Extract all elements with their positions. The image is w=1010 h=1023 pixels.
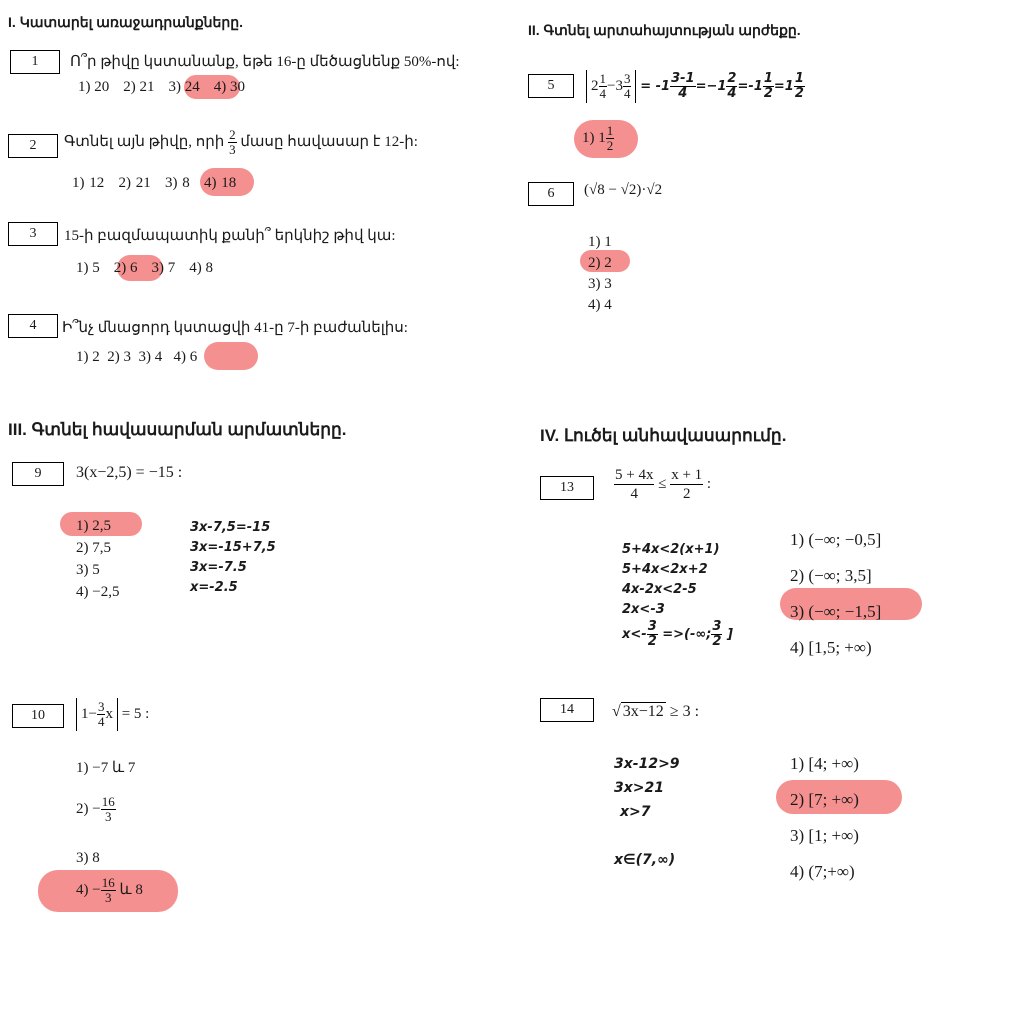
solution-work: 3x-7,5=-15 3x=-15+7,5 3x=-7.5 x=-2.5 [190,520,276,595]
option: 4) − $\frac{16}{3}$ և 8 [76,875,143,905]
question-number: 4 [8,314,58,338]
section-2-title: II. Գտնել արտահայտության արժեքը. [528,22,801,38]
option: 2) 21 [123,79,155,95]
question-number: 1 [10,50,60,74]
expression: 2 $\frac{1}{4}$ −3 $\frac{3}{4}$ = -1 $\frac{3-1}{4}$ =−1 $\frac{2}{4}$ =-1 $\frac{1}{2}$ =1 $\frac{1}{2}$ [586,70,805,103]
options-list: 1) [4; +∞) 2) [7; +∞) 3) [1; +∞) 4) (7;+∞) [790,754,859,881]
options-row [78,79,259,96]
equation: 3(x−2,5) = −15 : [76,464,183,481]
options-row: 1) 2 2) 3 3) 4 4) 6 [76,349,198,365]
option: 4) 30 [213,79,245,95]
options-row: 1) 5 2) 6 3) 7 4) 8 [76,260,213,276]
options-list: 1) 1 2) 2 3) 3 4) 4 [588,234,612,313]
inequality: $\frac{5 + 4x}{4}$ ≤ $\frac{x + 1}{2}$ : [615,467,712,502]
expression: (√8 − √2)·√2 [584,182,663,198]
question-number: 2 [8,134,58,158]
expression: √ 3x−12 ≥ 3 : [612,703,700,720]
solution-result: x∈(7,∞) [614,852,676,868]
question-text: Ո՞ր թիվը կստանանք, եթե 16-ը մեծացնենք 50%-ով: [70,54,460,70]
option: 3) 24 [168,79,200,95]
question-number: 10 [12,704,64,728]
text-part: Գտնել այն թիվը, որի [64,133,225,150]
equation: 1− $\frac{3}{4}$ x = 5 : [76,698,149,731]
options-list: 1) 2,5 2) 7,5 3) 5 4) −2,5 [76,518,120,600]
options-row: 1) 12 2) 21 3) 8 4) 18 [72,175,237,191]
fraction: $\frac{2}{3}$ [229,127,236,157]
question-number: 9 [12,462,64,486]
question-number: 14 [540,698,594,722]
section-3-title: III. Գտնել հավասարման արմատները. [8,420,347,439]
question-number: 6 [528,182,574,206]
question-number: 3 [8,222,58,246]
solution-work: 3x-12>9 3x>21 x>7 [614,756,680,820]
options-list: 1) (−∞; −0,5] 2) (−∞; 3,5] 3) (−∞; −1,5] 4) [1,5; +∞) [790,530,882,657]
solution-work: 5+4x<2(x+1) 5+4x<2x+2 4x-2x<2-5 2x<-3 x<- $\frac{3}{2}$ =>(-∞; $\frac{3}{2}$ ] [622,542,733,649]
option: 1) −7 և 7 [76,760,136,776]
question-text: 15-ի բազմապատիկ քանի՞ երկնիշ թիվ կա: [64,228,396,244]
section-4-title: IV. Լուծել անհավասարումը. [540,426,787,445]
section-1-title: I. Կատարել առաջադրանքները. [8,14,244,30]
question-number: 5 [528,74,574,98]
text-part: մասը հավասար է 12-ի: [240,133,418,150]
question-text: Ի՞նչ մնացորդ կստացվի 41-ը 7-ի բաժանելիս: [62,320,408,336]
option: 3) 8 [76,850,100,866]
question-number: 13 [540,476,594,500]
answer-option: 1) 1 $\frac{1}{2}$ [582,123,614,153]
answer-highlight [204,342,258,370]
option: 2) − $\frac{16}{3}$ [76,794,115,824]
question-text [64,128,418,157]
option: 1) 20 [78,79,110,95]
